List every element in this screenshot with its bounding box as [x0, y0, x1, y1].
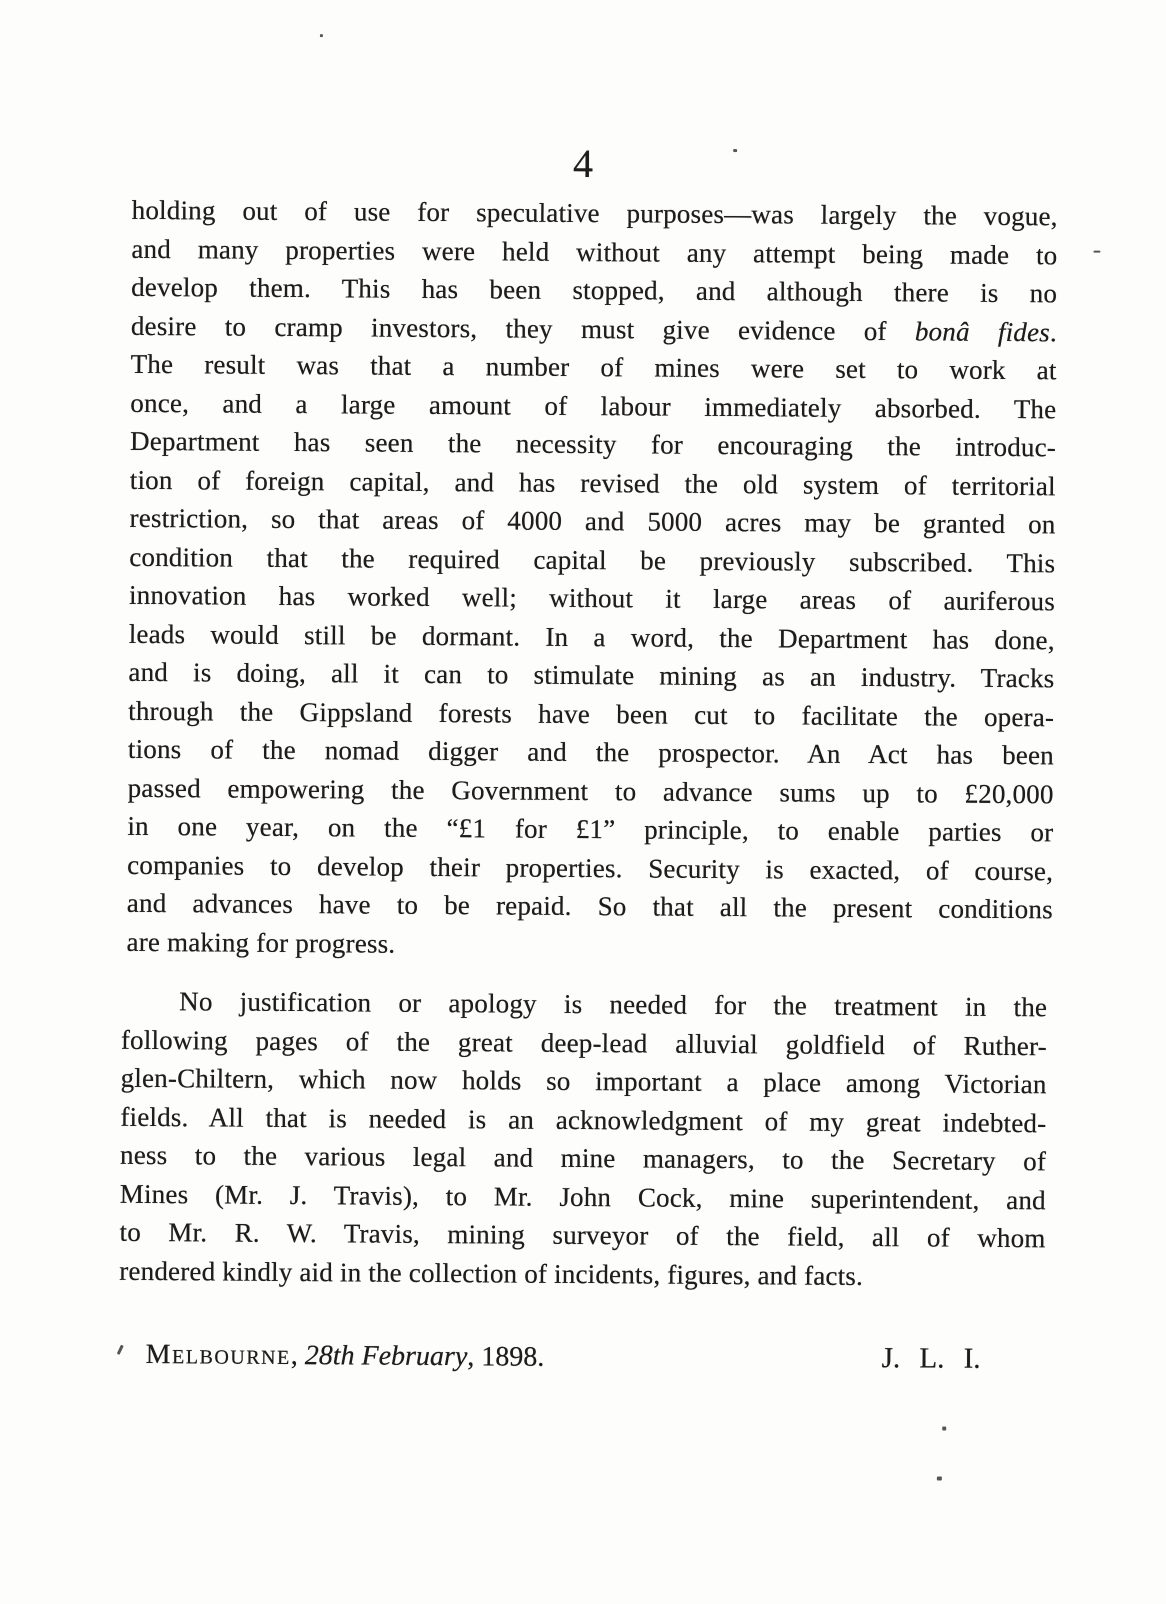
text-line: once, and a large amount of labour immediately absorbed. The [130, 387, 1057, 424]
text-line: ness to the various legal and mine managers, to the Secretary of [120, 1139, 1047, 1177]
page-number: 4 [572, 140, 594, 187]
text-line: No justification or apology is needed for the treatment in the [179, 986, 1048, 1023]
text-line: restriction, so that areas of 4000 and 5000 acres may be granted on [129, 502, 1056, 540]
scan-speck [942, 1427, 946, 1431]
text-line: holding out of use for speculative purposes—was largely the vogue, [131, 194, 1058, 232]
text-line: desire to cramp investors, they must give evidence of bonâ fides. [130, 310, 1057, 347]
text-line: in one year, on the “£1 for £1” principle, to enable parties or [127, 810, 1054, 848]
text-line: rendered kindly aid in the collection of incidents, figures, and facts. [119, 1255, 864, 1291]
specks-layer [1, 0, 1166, 4]
text-line: Department has seen the necessity for encouraging the introduc- [129, 425, 1057, 463]
text-line: condition that the required capital be previously subscribed. This [129, 541, 1056, 578]
text-line: The result was that a number of mines were set to work at [130, 348, 1057, 386]
footer [0, 1338, 1158, 1386]
text-line: passed empowering the Government to advance sums up to £20,000 [127, 772, 1054, 809]
scan-speck [1093, 251, 1100, 253]
text-line: to Mr. R. W. Travis, mining surveyor of the field, all of whom [119, 1216, 1046, 1254]
text-line: and is doing, all it can to stimulate mining as an industry. Tracks [128, 656, 1055, 694]
paragraph-2 [119, 982, 1047, 1296]
text-line: Mines (Mr. J. Travis), to Mr. John Cock, mine superintendent, and [119, 1178, 1046, 1215]
text-line: innovation has worked well; without it large areas of auriferous [128, 579, 1056, 617]
text-line: fields. All that is needed is an acknowledgment of my great indebted- [120, 1101, 1047, 1138]
text-line: tions of the nomad digger and the prospector. An Act has been [127, 733, 1055, 771]
text-line: and advances have to be repaid. So that all the present conditions [126, 887, 1053, 925]
scan-speck [320, 34, 323, 37]
text-line: and many properties were held without any attempt being made to [131, 233, 1058, 270]
scan-speck [733, 149, 737, 152]
text-line: following pages of the great deep-lead alluvial goldfield of Ruther- [120, 1024, 1048, 1061]
scan-speck [937, 1477, 942, 1481]
dateline: Melbourne, 28th February, 1898. [145, 1338, 545, 1373]
text-line: glen-Chiltern, which now holds so important a place among Victorian [120, 1062, 1047, 1100]
small-caps-text: Melbourne [145, 1338, 291, 1371]
text-line: are making for progress. [126, 926, 396, 959]
text-line: develop them. This has been stopped, and although there is no [131, 271, 1058, 309]
text-line: through the Gippsland forests have been cut to facilitate the opera- [128, 695, 1055, 732]
paragraph-1 [126, 191, 1057, 967]
text-line: tion of foreign capital, and has revised the old system of territorial [129, 464, 1056, 501]
signature-initials: J. L. I. [881, 1342, 981, 1375]
text-line: leads would still be dormant. In a word, the Department has done, [128, 618, 1055, 655]
text-line: companies to develop their properties. Security is exacted, of course, [127, 849, 1054, 886]
